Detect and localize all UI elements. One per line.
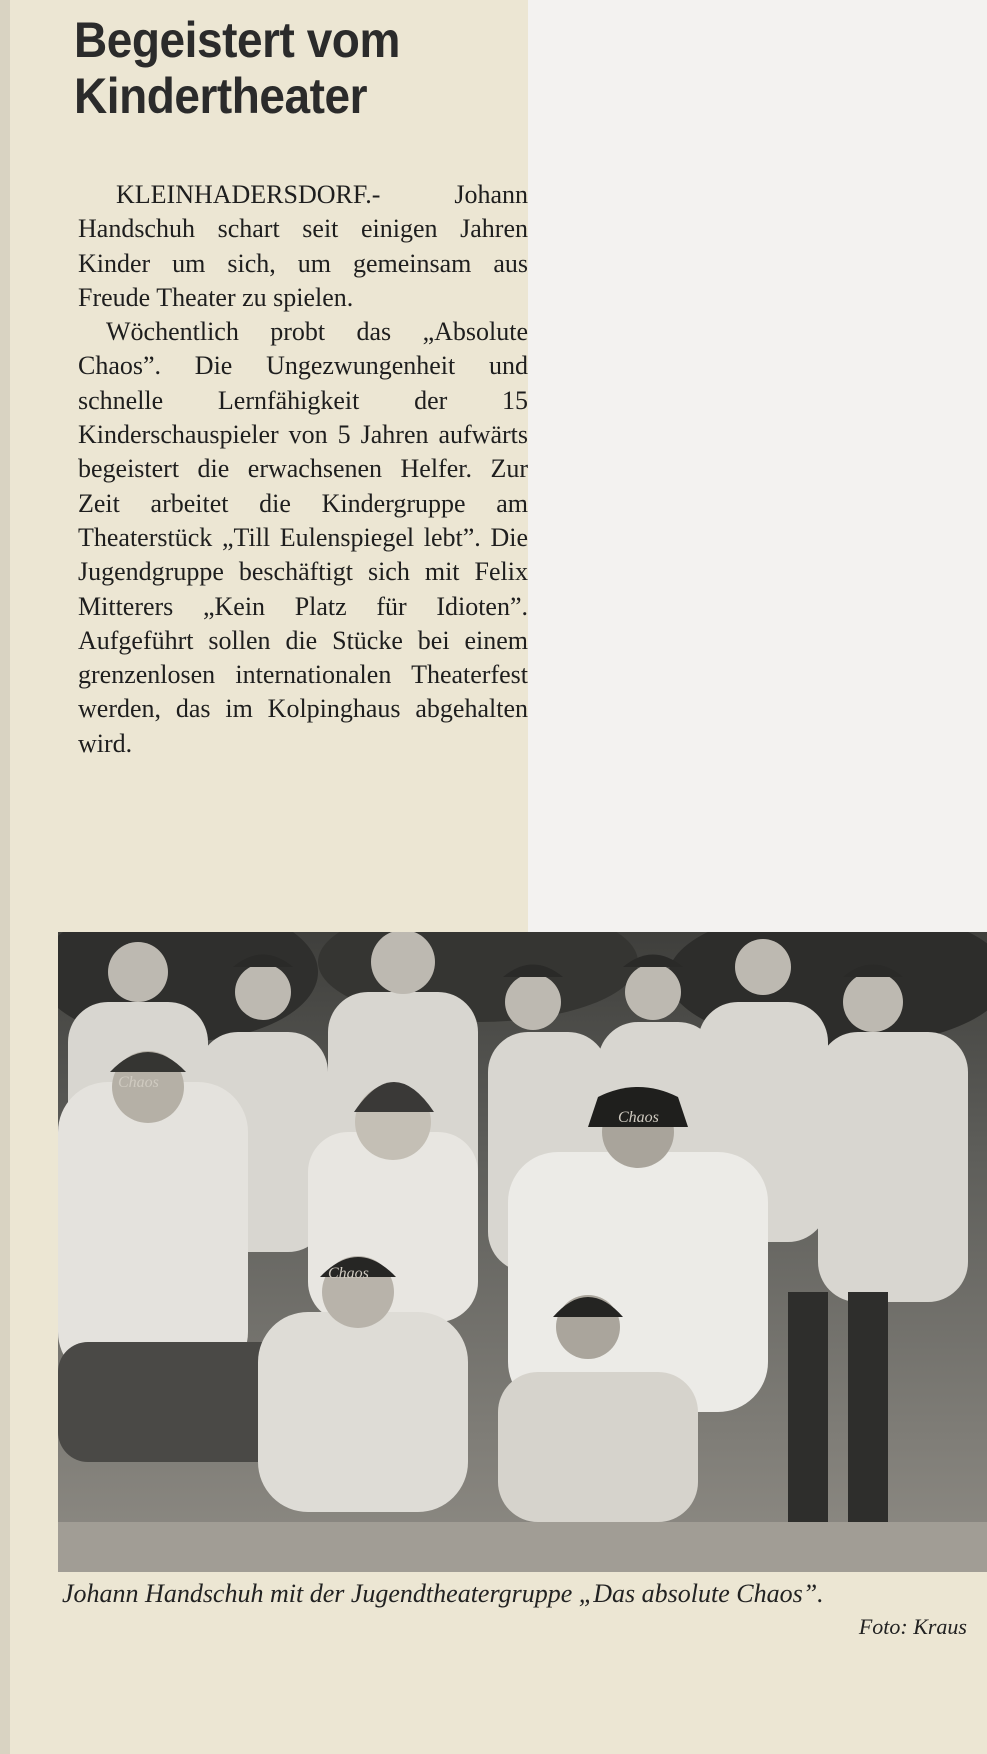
blank-paper-area [528,0,987,932]
cap-text: Chaos [328,1265,369,1282]
article-body [78,178,528,761]
newspaper-clipping [10,0,987,1754]
group-photo [58,932,987,1572]
photo-credit: Foto: Kraus [858,1614,967,1639]
cap-text: Chaos [618,1109,659,1126]
photo-caption: Johann Handschuh mit der Jugendtheatergruppe „Das absolute Chaos”. [62,1579,824,1608]
article-paragraph-1: KLEINHADERSDORF.- Johann Handschuh schart seit einigen Jahren Kinder um sich, um gemeinsam aus Freude Theater zu spielen. [78,180,528,312]
headline: Begeistert vom Kindertheater [74,12,400,124]
cap-text: Chaos [118,1074,159,1091]
article-paragraph-2: Wöchentlich probt das „Absolute Chaos”. Die Ungezwungenheit und schnelle Lernfähigkeit der 15 Kinderschauspieler von 5 Jahren aufwärts begeistert die erwachsenen Helfer. Zur Zeit arbeitet die Kindergruppe am Theaterstück „Till Eulenspiegel lebt”. Die Jugendgruppe beschäftigt sich mit Felix Mitterers „Kein Platz für Idioten”. Aufgeführt sollen die Stücke bei einem grenzenlosen internationalen Theaterfest werden, das im Kolpinghaus abgehalten wird. [78,317,528,758]
